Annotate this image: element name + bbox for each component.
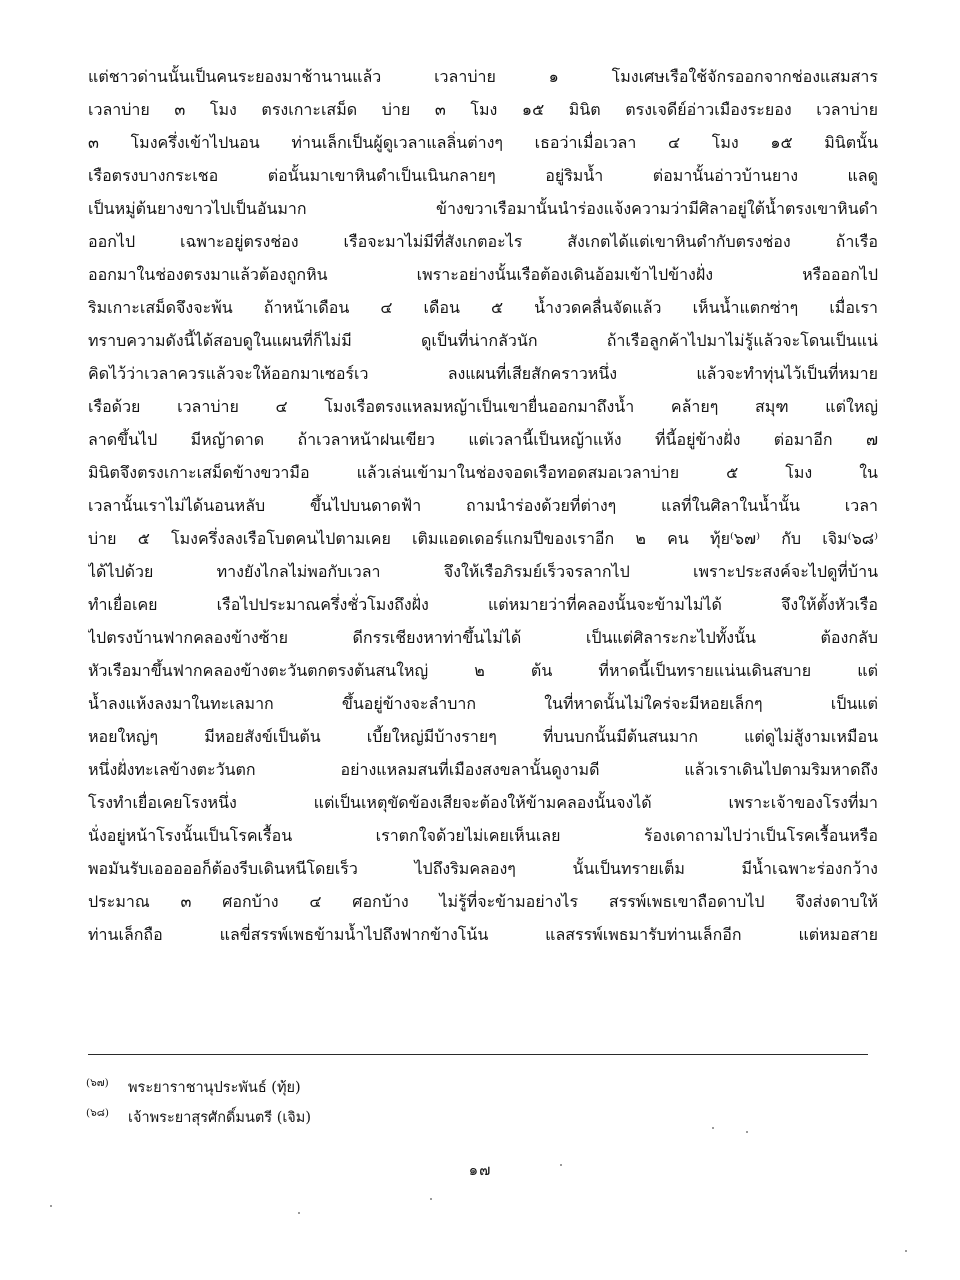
footnote-text: เจ้าพระยาสุรศักดิ์มนตรี (เจิม) <box>128 1110 312 1126</box>
text-line: ท่านเล็กถือ แลขี่สรรพ์เพธข้ามน้ำไปถึงฟากข้างโน้น แลสรรพ์เพธมารับท่านเล็กอีก แต่หมอสาย <box>88 925 878 944</box>
footnote-item <box>86 1098 786 1128</box>
text-line: เรือตรงบางกระเชอ ต่อนั้นมาเขาหินดำเป็นเนินกลายๆ อยู่ริมน้ำ ต่อมานั้นอ่าวบ้านยาง แลดู <box>88 166 878 185</box>
text-line: ทำเยื่อเคย เรือไปประมาณครึ่งชั่วโมงถึงฝั่ง แต่หมายว่าที่คลองนั้นจะข้ามไม่ได้ จึงให้ตั้งหัวเรือ <box>88 595 878 614</box>
scan-speck <box>50 1205 52 1207</box>
scan-speck <box>712 1127 714 1129</box>
body-text <box>88 60 878 951</box>
scan-speck <box>905 1250 907 1252</box>
footnotes <box>86 1068 786 1128</box>
text-line: หอยใหญ่ๆ มีหอยสังข์เป็นต้น เบี้ยใหญ่มีบ้างรายๆ ที่บนบกนั้นมีต้นสนมาก แต่ดูไม่สู้งามเหมือน <box>88 727 878 746</box>
scan-speck <box>298 1212 300 1214</box>
text-line: ทราบความดังนี้ได้สอบดูในแผนที่ก็ไม่มี ดูเป็นที่น่ากลัวนัก ถ้าเรือลูกค้าไปมาไม่รู้แล้วจะโดนเป็นแน่ <box>88 331 878 350</box>
text-line: ไปตรงบ้านฟากคลองข้างซ้าย ดีกรรเชียงหาท่าขึ้นไม่ได้ เป็นแต่ศิลาระกะไปทั้งนั้น ต้องกลับ <box>88 628 878 647</box>
text-line: เป็นหมู่ต้นยางขาวไปเป็นอันมาก ข้างขวาเรือมานั้นนำร่องแจ้งความว่ามีศิลาอยู่ใต้น้ำตรงเขาหินดำ <box>88 199 878 218</box>
text-line: แต่ชาวด่านนั้นเป็นคนระยองมาช้านานแล้ว เวลาบ่าย ๑ โมงเศษเรือใช้จักรออกจากช่องแสมสาร <box>88 67 878 86</box>
text-line: ออกมาในช่องตรงมาแล้วต้องถูกหิน เพราะอย่างนั้นเรือต้องเดินอ้อมเข้าไปข้างฝั่ง หรือออกไป <box>88 265 878 284</box>
text-line: เวลาบ่าย ๓ โมง ตรงเกาะเสม็ด บ่าย ๓ โมง ๑๕ มินิต ตรงเจดีย์อ่าวเมืองระยอง เวลาบ่าย <box>88 100 878 119</box>
text-line: หนึ่งฝั่งทะเลข้างตะวันตก อย่างแหลมสนที่เมืองสงขลานั้นดูงามดี แล้วเราเดินไปตามริมหาดถึง <box>88 760 878 779</box>
text-line: ๓ โมงครึ่งเข้าไปนอน ท่านเล็กเป็นผู้ดูเวลาแลลิ่นต่างๆ เธอว่าเมื่อเวลา ๔ โมง ๑๕ มินิตนั้น <box>88 133 878 152</box>
footnote-text: พระยาราชานุประพันธ์ (ทุ้ย) <box>128 1080 301 1096</box>
text-line: โรงทำเยื่อเคยโรงหนึ่ง แต่เป็นเหตุขัดข้องเสียจะต้องให้ข้ามคลองนั้นจงได้ เพราะเจ้าของโรงที่มา <box>88 793 878 812</box>
text-line: ออกไป เฉพาะอยู่ตรงช่อง เรือจะมาไม่มีที่สังเกตอะไร สังเกตได้แต่เขาหินดำกับตรงช่อง ถ้าเรือ <box>88 232 878 251</box>
text-line: บ่าย ๕ โมงครึ่งลงเรือโบตคนไปตามเคย เติมแอดเดอร์แกมปีของเราอีก ๒ คน ทุ้ย⁽๖๗⁾ กับ เจิม⁽๖๘⁾ <box>88 529 878 548</box>
footnote-mark: (๖๘) <box>86 1107 109 1119</box>
text-line: คิดไว้ว่าเวลาควรแล้วจะให้ออกมาเซอร์เว ลงแผนที่เสียสักคราวหนึ่ง แล้วจะทำทุ่นไว้เป็นที่หมาย <box>88 364 878 383</box>
page-number: ๑๗ <box>468 1161 492 1179</box>
text-line: หัวเรือมาขึ้นฟากคลองข้างตะวันตกตรงต้นสนใหญ่ ๒ ต้น ที่หาดนี้เป็นทรายแน่นเดินสบาย แต่ <box>88 661 878 680</box>
scan-speck <box>560 1164 562 1166</box>
text-line: ประมาณ ๓ ศอกบ้าง ๔ ศอกบ้าง ไม่รู้ที่จะข้ามอย่างไร สรรพ์เพธเขาถือดาบไป จึงส่งดาบให้ <box>88 892 878 911</box>
scan-speck <box>746 1131 748 1133</box>
text-line: ได้ไปด้วย ทางยังไกลไม่พอกับเวลา จึงให้เรือภิรมย์เร็วจรลากไป เพราะประสงค์จะไปดูที่บ้าน <box>88 562 878 581</box>
footnote-item <box>86 1068 786 1098</box>
text-line: ริมเกาะเสม็ดจึงจะพ้น ถ้าหน้าเดือน ๔ เดือน ๕ น้ำงวดคลื่นจัดแล้ว เห็นน้ำแตกซ่าๆ เมื่อเรา <box>88 298 878 317</box>
text-line: พอมันรับเอออออก็ต้องรีบเดินหนีโดยเร็ว ไปถึงริมคลองๆ นั้นเป็นทรายเต็ม มีน้ำเฉพาะร่องกว้าง <box>88 859 878 878</box>
text-line: เรือด้วย เวลาบ่าย ๔ โมงเรือตรงแหลมหญ้าเป็นเขายื่นออกมาถึงน้ำ คล้ายๆ สมุฑ แต่ใหญ่ <box>88 397 878 416</box>
text-line: นั่งอยู่หน้าโรงนั้นเป็นโรคเรื้อน เราตกใจด้วยไม่เคยเห็นเลย ร้องเดาถามไปว่าเป็นโรคเรื้อนหรือ <box>88 826 878 845</box>
text-line: ลาดขึ้นไป มีหญ้าดาด ถ้าเวลาหน้าฝนเขียว แต่เวลานี้เป็นหญ้าแห้ง ที่นี้อยู่ข้างฝั่ง ต่อมาอีก ๗ <box>88 430 878 449</box>
text-line: น้ำลงแห้งลงมาในทะเลมาก ขึ้นอยู่ข้างจะลำบาก ในที่หาดนั้นไม่ใคร่จะมีหอยเล็กๆ เป็นแต่ <box>88 694 878 713</box>
footnote-divider <box>88 1054 868 1055</box>
text-line: มินิตจึงตรงเกาะเสม็ดข้างขวามือ แล้วเล่นเข้ามาในช่องจอดเรือทอดสมอเวลาบ่าย ๕ โมง ใน <box>88 463 878 482</box>
footnote-mark: (๖๗) <box>86 1077 109 1089</box>
scan-speck <box>430 1198 432 1200</box>
text-line: เวลานั้นเราไม่ได้นอนหลับ ขึ้นไปบนดาดฟ้า ถามนำร่องด้วยที่ต่างๆ แลที่ในศิลาในน้ำนั้น เวลา <box>88 496 878 515</box>
